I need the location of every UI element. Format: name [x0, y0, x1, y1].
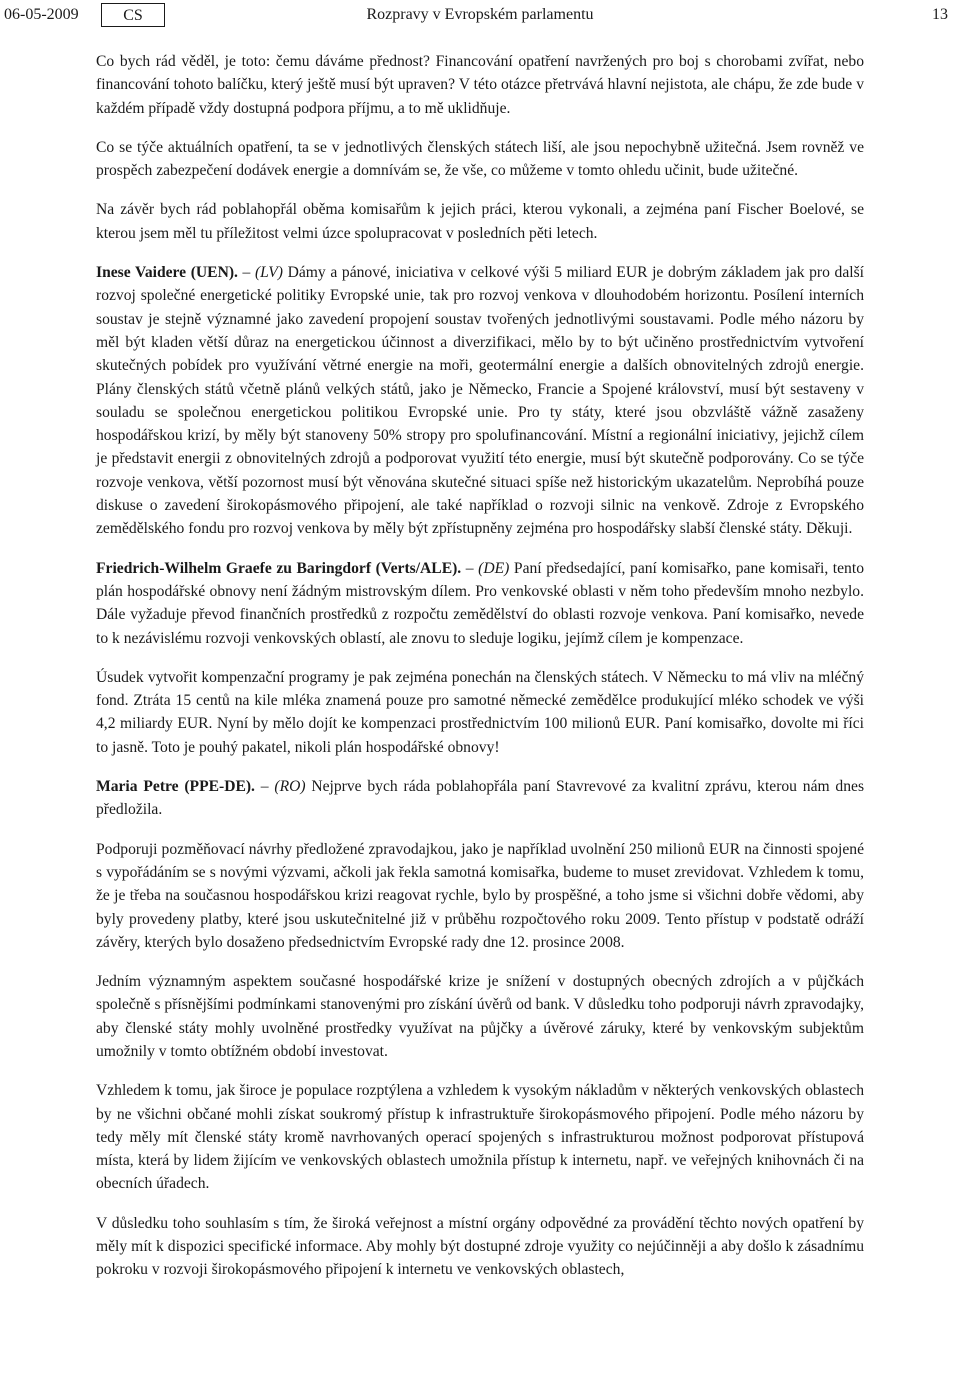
- header-date: 06-05-2009: [4, 6, 79, 23]
- speaker-name: Maria Petre (PPE-DE).: [96, 778, 255, 796]
- paragraph: [96, 136, 864, 183]
- paragraph-text: Na závěr bych rád poblahopřál oběma komisařům k jejich práci, kterou vykonali, a zejména paní Fischer Boelové, se kterou jsem měl tu příležitost velmi úzce spolupracovat v posledních pěti letech.: [96, 201, 864, 242]
- paragraph: [96, 50, 864, 120]
- paragraph-text: Úsudek vytvořit kompenzační programy je pak zejména ponechán na členských státech. V Německu to má vliv na mléčný fond. Ztráta 15 centů na kile mléka znamená pouze pro samotné německé zemědělce produkující mléko schodek ve výši 4,2 miliardy EUR. Nyní by mělo dojít ke kompenzaci prostřednictvím 100 milionů EUR. Paní komisařko, dovolte mi říci to jasně. Toto je pouhý pakatel, nikoli plán hospodářské obnovy!: [96, 668, 864, 756]
- speech-paragraph: [96, 261, 864, 541]
- page-header: [0, 0, 960, 30]
- paragraph-text: Jedním významným aspektem současné hospodářské krize je snížení v dostupných obecných zdrojích a v půjčkách společně s přísnějšími podmínkami stanovenými pro získání úvěrů od bank. V důsledku toho podporuji návrh zpravodajky, aby členské státy mohly uvolněné prostředky využívat na půjčky a úvěrové záruky, které by venkovským subjektům umožnily v tomto obtížném období investovat.: [96, 973, 865, 1060]
- speech-paragraph: [96, 557, 864, 650]
- paragraph-text: Podporuji pozměňovací návrhy předložené zpravodajkou, jako je například uvolnění 250 milionů EUR na činnosti spojené s vypořádáním se s novými výzvami, ačkoli jak řekla samotná komisařka, budeme to muset zrevidovat. Vzhledem k tomu, že je třeba na současnou hospodářskou krizi reagovat rychle, bylo by prospěšné, a toho jsme si všichni dobře vědomi, aby byly provedeny platby, které jsou uskutečnitelné již v průběhu rozpočtového roku 2009. Tento přístup v podstatě odráží závěry, kterých bylo dosaženo předsednictvím Evropské rady dne 12. prosince 2008.: [96, 840, 864, 951]
- paragraph-text: Paní předsedající, paní komisařko, pane komisaři, tento plán hospodářské obnovy není žádným mistrovským dílem. Pro venkovské oblasti v něm toho především mnoho nezbylo. Dále vyžaduje převod finančních prostředků z rozpočtu zemědělství do oblasti rozvoje venkova. Paní komisařko, nevede to k nezávislému rozvoji venkovských oblastí, ale znovu to sleduje logiku, jejímž cílem je kompenzace.: [96, 559, 864, 647]
- speaker-dash: –: [237, 264, 255, 282]
- speaker-dash: –: [461, 559, 479, 577]
- header-title: Rozpravy v Evropském parlamentu: [366, 6, 594, 23]
- paragraph-text: Co se týče aktuálních opatření, ta se v jednotlivých členských státech liší, ale jsou nepochybně užitečná. Jsem rovněž ve prospěch zabezpečení dodávek energie a domnívám se, že vše, co můžeme v tomto ohledu učinit, bude užitečné.: [96, 138, 864, 180]
- document-body: [96, 50, 864, 1298]
- speaker-name: Friedrich-Wilhelm Graefe zu Baringdorf (Verts/ALE).: [96, 559, 462, 577]
- speech-paragraph: [96, 775, 864, 822]
- language-box: CS: [101, 3, 165, 27]
- paragraph: [96, 838, 864, 954]
- language-tag: (LV): [254, 264, 283, 282]
- language-tag: (DE): [478, 559, 510, 577]
- page-number: 13: [932, 6, 948, 23]
- paragraph-text: Co bych rád věděl, je toto: čemu dáváme přednost? Financování opatření navržených pro boj s chorobami zvířat, nebo financování tohoto balíčku, který ještě musí být upraven? V této otázce přetrvává hlavní nejistota, ale chápu, že zde bude v každém případě vždy dostupná podpora příjmu, a to mě uklidňuje.: [96, 53, 864, 117]
- speaker-dash: –: [254, 778, 275, 796]
- paragraph: [96, 1079, 864, 1195]
- paragraph: [96, 1212, 864, 1282]
- paragraph: [96, 666, 864, 759]
- paragraph-text: Nejprve bych ráda poblahopřála paní Stavrevové za kvalitní zprávu, kterou nám dnes předložila.: [96, 778, 865, 819]
- paragraph-text: Vzhledem k tomu, jak široce je populace rozptýlena a vzhledem k vysokým nákladům v některých venkovských oblastech by ne všichni občané mohli získat soukromý přístup k infrastruktuře širokopásmového připojení. Podle mého názoru by tedy měly mít členské státy kromě navrhovaných operací spojených s infrastrukturou možnost podporovat přístupová místa, která by lidem žijícím ve venkovských oblastech umožnila přístup k internetu, např. ve veřejných knihovnách či na obecních úřadech.: [96, 1082, 864, 1193]
- paragraph-text: Dámy a pánové, iniciativa v celkové výši 5 miliard EUR je dobrým základem jak pro další rozvoj společné energetické politiky Evropské unie, tak pro rozvoj venkova v dlouhodobém horizontu. Posílení interních soustav je stejně významné jako zavedení propojení soustav tvořených jednotlivými soustavami. Podle mého názoru by měl být kladen větší důraz na energetickou účinnost a diverzifikaci, mělo by to být učiněno prostřednictvím vytvoření skutečných pobídek pro využívání větrné energie na moři, geotermální energie a dalších obnovitelných zdrojů energie. Plány členských států včetně plánů velkých států, jako je Německo, Francie a Spojené království, musí být sestaveny v souladu se společnou energetickou politikou Evropské unie. Pro ty státy, které jsou obzvláště vážně zasaženy hospodářskou krizí, by měly být stanoveny 50% stropy pro spolufinancování. Místní a regionální iniciativy, jejichž cílem je představit energii z obnovitelných zdrojů a podporovat využití této energie, musí být skutečně podporovány. Co se týče rozvoje venkova, větší pozornost musí být věnována skutečné situaci spíše než historickým ukazatelům. Neprobíhá pouze diskuse o zavedení širokopásmového připojení, ale také například o rozvoji silnic na venkově. Zdroje z Evropského zemědělského fondu pro rozvoj venkova by měly být zpřístupněny zejména pro hospodářsky slabší členské státy. Děkuji.: [96, 264, 864, 538]
- paragraph: [96, 970, 864, 1063]
- language-tag: (RO): [274, 778, 306, 796]
- speaker-name: Inese Vaidere (UEN).: [96, 264, 238, 282]
- paragraph-text: V důsledku toho souhlasím s tím, že široká veřejnost a místní orgány odpovědné za provádění těchto nových opatření by měly mít k dispozici specifické informace. Aby mohly být dostupné zdroje využity co nejúčinněji a aby došlo k zásadnímu pokroku v rozvoji širokopásmového připojení k internetu ve venkovských oblastech,: [96, 1214, 864, 1279]
- paragraph: [96, 198, 864, 245]
